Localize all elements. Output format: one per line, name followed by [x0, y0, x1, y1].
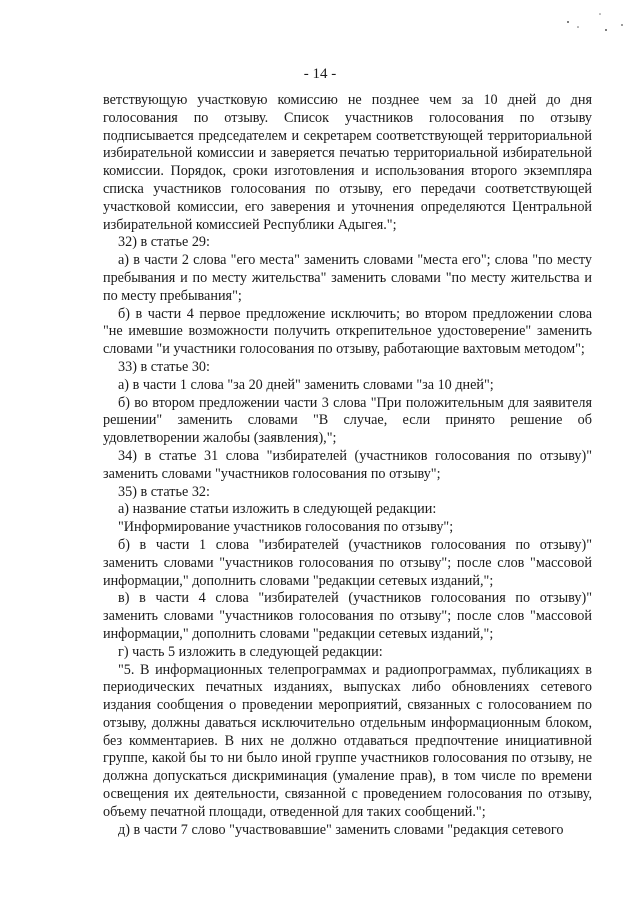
paragraph: в) в части 4 слова "избирателей (участников голосования по отзыву)" заменить словами "участников голосования по отзыву"; после слов "массовой информации," дополнить словами "редакции сетевых изданий,"; [103, 590, 592, 642]
paragraph: 34) в статье 31 слова "избирателей (участников голосования по отзыву)" заменить словами "участников голосования по отзыву"; [103, 447, 592, 482]
paragraph: "5. В информационных телепрограммах и радиопрограммах, публикациях в периодических печатных изданиях, выпусках либо обновлениях сетевого издания сообщения о проведении мероприятий, связанных с голосованием по отзыву, должны даваться исключительно отдельным информационным блоком, без комментариев. В них не должно отдаваться предпочтение инициативной группе, какой бы то ни было иной группе участников голосования по отзыву, не должна допускаться дискриминация (умаление прав), в том числе по времени освещения их деятельности, связанной с проведением голосования по отзыву, объему печатной площади, отведенной для таких сообщений."; [103, 661, 592, 820]
paragraph: б) в части 1 слова "избирателей (участников голосования по отзыву)" заменить словами "участников голосования по отзыву"; после слов "массовой информации," дополнить словами "редакции сетевых изданий,"; [103, 536, 592, 589]
paragraph: 33) в статье 30: [118, 358, 210, 375]
document-body [103, 92, 592, 839]
paragraph: д) в части 7 слово "участвовавшие" заменить словами "редакция сетевого [118, 821, 564, 838]
paragraph: г) часть 5 изложить в следующей редакции: [118, 643, 383, 660]
page-number: - 14 - [303, 66, 337, 82]
paragraph: "Информирование участников голосования по отзыву"; [118, 519, 454, 536]
paragraph: а) в части 1 слова "за 20 дней" заменить словами "за 10 дней"; [118, 376, 494, 393]
paragraph: 35) в статье 32: [118, 483, 210, 500]
paragraph: ветствующую участковую комиссию не позднее чем за 10 дней до дня голосования по отзыву. Список участников голосования по отзыву подписывается председателем и секретарем соответствующей территориальной избирательной комиссии и заверяется печатью территориальной избирательной комиссии. Порядок, сроки изготовления и использования второго экземпляра списка участников голосования по отзыву, его передачи соответствующей участковой комиссии, его заверения и уточнения определяются Центральной избирательной комиссией Республики Адыгея."; [103, 92, 592, 233]
paragraph: а) название статьи изложить в следующей редакции: [118, 501, 437, 518]
paragraph: а) в части 2 слова "его места" заменить словами "места его"; слова "по месту пребывания и по месту жительства" заменить словами "по месту жительства и по месту пребывания"; [103, 252, 592, 304]
paragraph: б) во втором предложении части 3 слова "При положительным для заявителя решении" заменить словами "В случае, если принято решение об удовлетворении жалобы (заявления),"; [103, 394, 592, 447]
paragraph: 32) в статье 29: [118, 234, 210, 251]
scan-specks [560, 8, 630, 38]
paragraph: б) в части 4 первое предложение исключить; во втором предложении слова "не имевшие возможности получить открепительное удостоверение" заменить словами "и участники голосования по отзыву, работающие вахтовым методом"; [103, 305, 592, 358]
